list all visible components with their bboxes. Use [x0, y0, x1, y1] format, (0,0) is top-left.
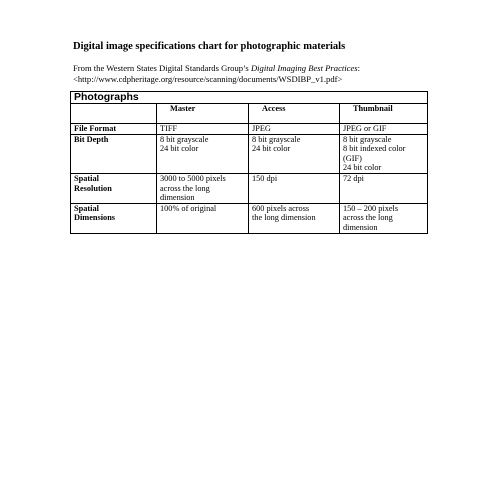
row-header-spatial-dimensions	[71, 203, 157, 233]
column-header-blank	[71, 104, 157, 124]
cell-thumbnail-spatial-dimensions	[340, 203, 428, 233]
cell-line: 8 bit grayscale	[343, 134, 392, 144]
column-header-master: Master	[157, 104, 249, 124]
cell-master-bit-depth	[157, 134, 249, 173]
table-row	[71, 203, 428, 233]
cell-access-file-format	[249, 124, 340, 135]
source-prefix: From the Western States Digital Standards Group’s	[73, 63, 251, 73]
section-header: Photographs	[71, 92, 428, 104]
cell-access-spatial-dimensions	[249, 203, 340, 233]
row-label-line: File Format	[74, 124, 117, 133]
cell-line: JPEG	[252, 124, 271, 133]
cell-line: 8 bit grayscale	[160, 134, 209, 144]
cell-access-bit-depth	[249, 134, 340, 173]
row-header-spatial-resolution	[71, 173, 157, 203]
cell-thumbnail-spatial-resolution	[340, 173, 428, 203]
cell-line: 24 bit color	[343, 163, 382, 173]
row-header-file-format	[71, 124, 157, 135]
column-header-thumbnail: Thumbnail	[340, 104, 428, 124]
row-label-line: Spatial	[74, 203, 99, 213]
source-line	[73, 63, 360, 74]
row-label-line: Spatial	[74, 173, 99, 183]
table-row	[71, 134, 428, 173]
cell-line: (GIF)	[343, 153, 362, 163]
cell-line: the long dimension	[252, 213, 316, 223]
cell-line: dimension	[343, 222, 378, 232]
document-title: Digital image specifications chart for photographic materials	[73, 41, 346, 52]
source-publication-title: Digital Imaging Best Practices	[250, 63, 358, 73]
cell-master-file-format	[157, 124, 249, 135]
column-header-access: Access	[249, 104, 340, 124]
row-header-bit-depth	[71, 134, 157, 173]
table-row	[71, 173, 428, 203]
cell-line: 24 bit color	[252, 144, 291, 154]
cell-line: across the long	[160, 183, 210, 193]
cell-thumbnail-bit-depth	[340, 134, 428, 173]
cell-access-spatial-resolution	[249, 173, 340, 203]
source-suffix: :	[357, 63, 361, 73]
table-row	[71, 124, 428, 135]
cell-line: across the long	[343, 213, 393, 223]
specifications-table	[70, 91, 428, 234]
cell-line: 600 pixels across	[252, 203, 310, 213]
cell-line: 8 bit indexed color	[343, 144, 406, 154]
cell-line: 150 – 200 pixels	[343, 203, 399, 213]
cell-line: 72 dpi	[343, 173, 364, 183]
cell-master-spatial-dimensions	[157, 203, 249, 233]
source-citation	[73, 63, 360, 84]
source-url[interactable]: <http://www.cdpheritage.org/resource/scanning/documents/WSDIBP_v1.pdf>	[73, 73, 343, 84]
cell-line: dimension	[160, 193, 195, 203]
cell-master-spatial-resolution	[157, 173, 249, 203]
cell-line: 150 dpi	[252, 173, 278, 183]
cell-line: TIFF	[160, 124, 178, 133]
cell-line: 100% of original	[160, 203, 217, 213]
cell-thumbnail-file-format	[340, 124, 428, 135]
row-label-line: Bit Depth	[74, 134, 109, 144]
cell-line: 3000 to 5000 pixels	[160, 173, 226, 183]
row-label-line: Resolution	[74, 183, 112, 193]
row-label-line: Dimensions	[74, 213, 116, 223]
cell-line: 8 bit grayscale	[252, 134, 301, 144]
cell-line: 24 bit color	[160, 144, 199, 154]
cell-line: JPEG or GIF	[343, 124, 387, 133]
